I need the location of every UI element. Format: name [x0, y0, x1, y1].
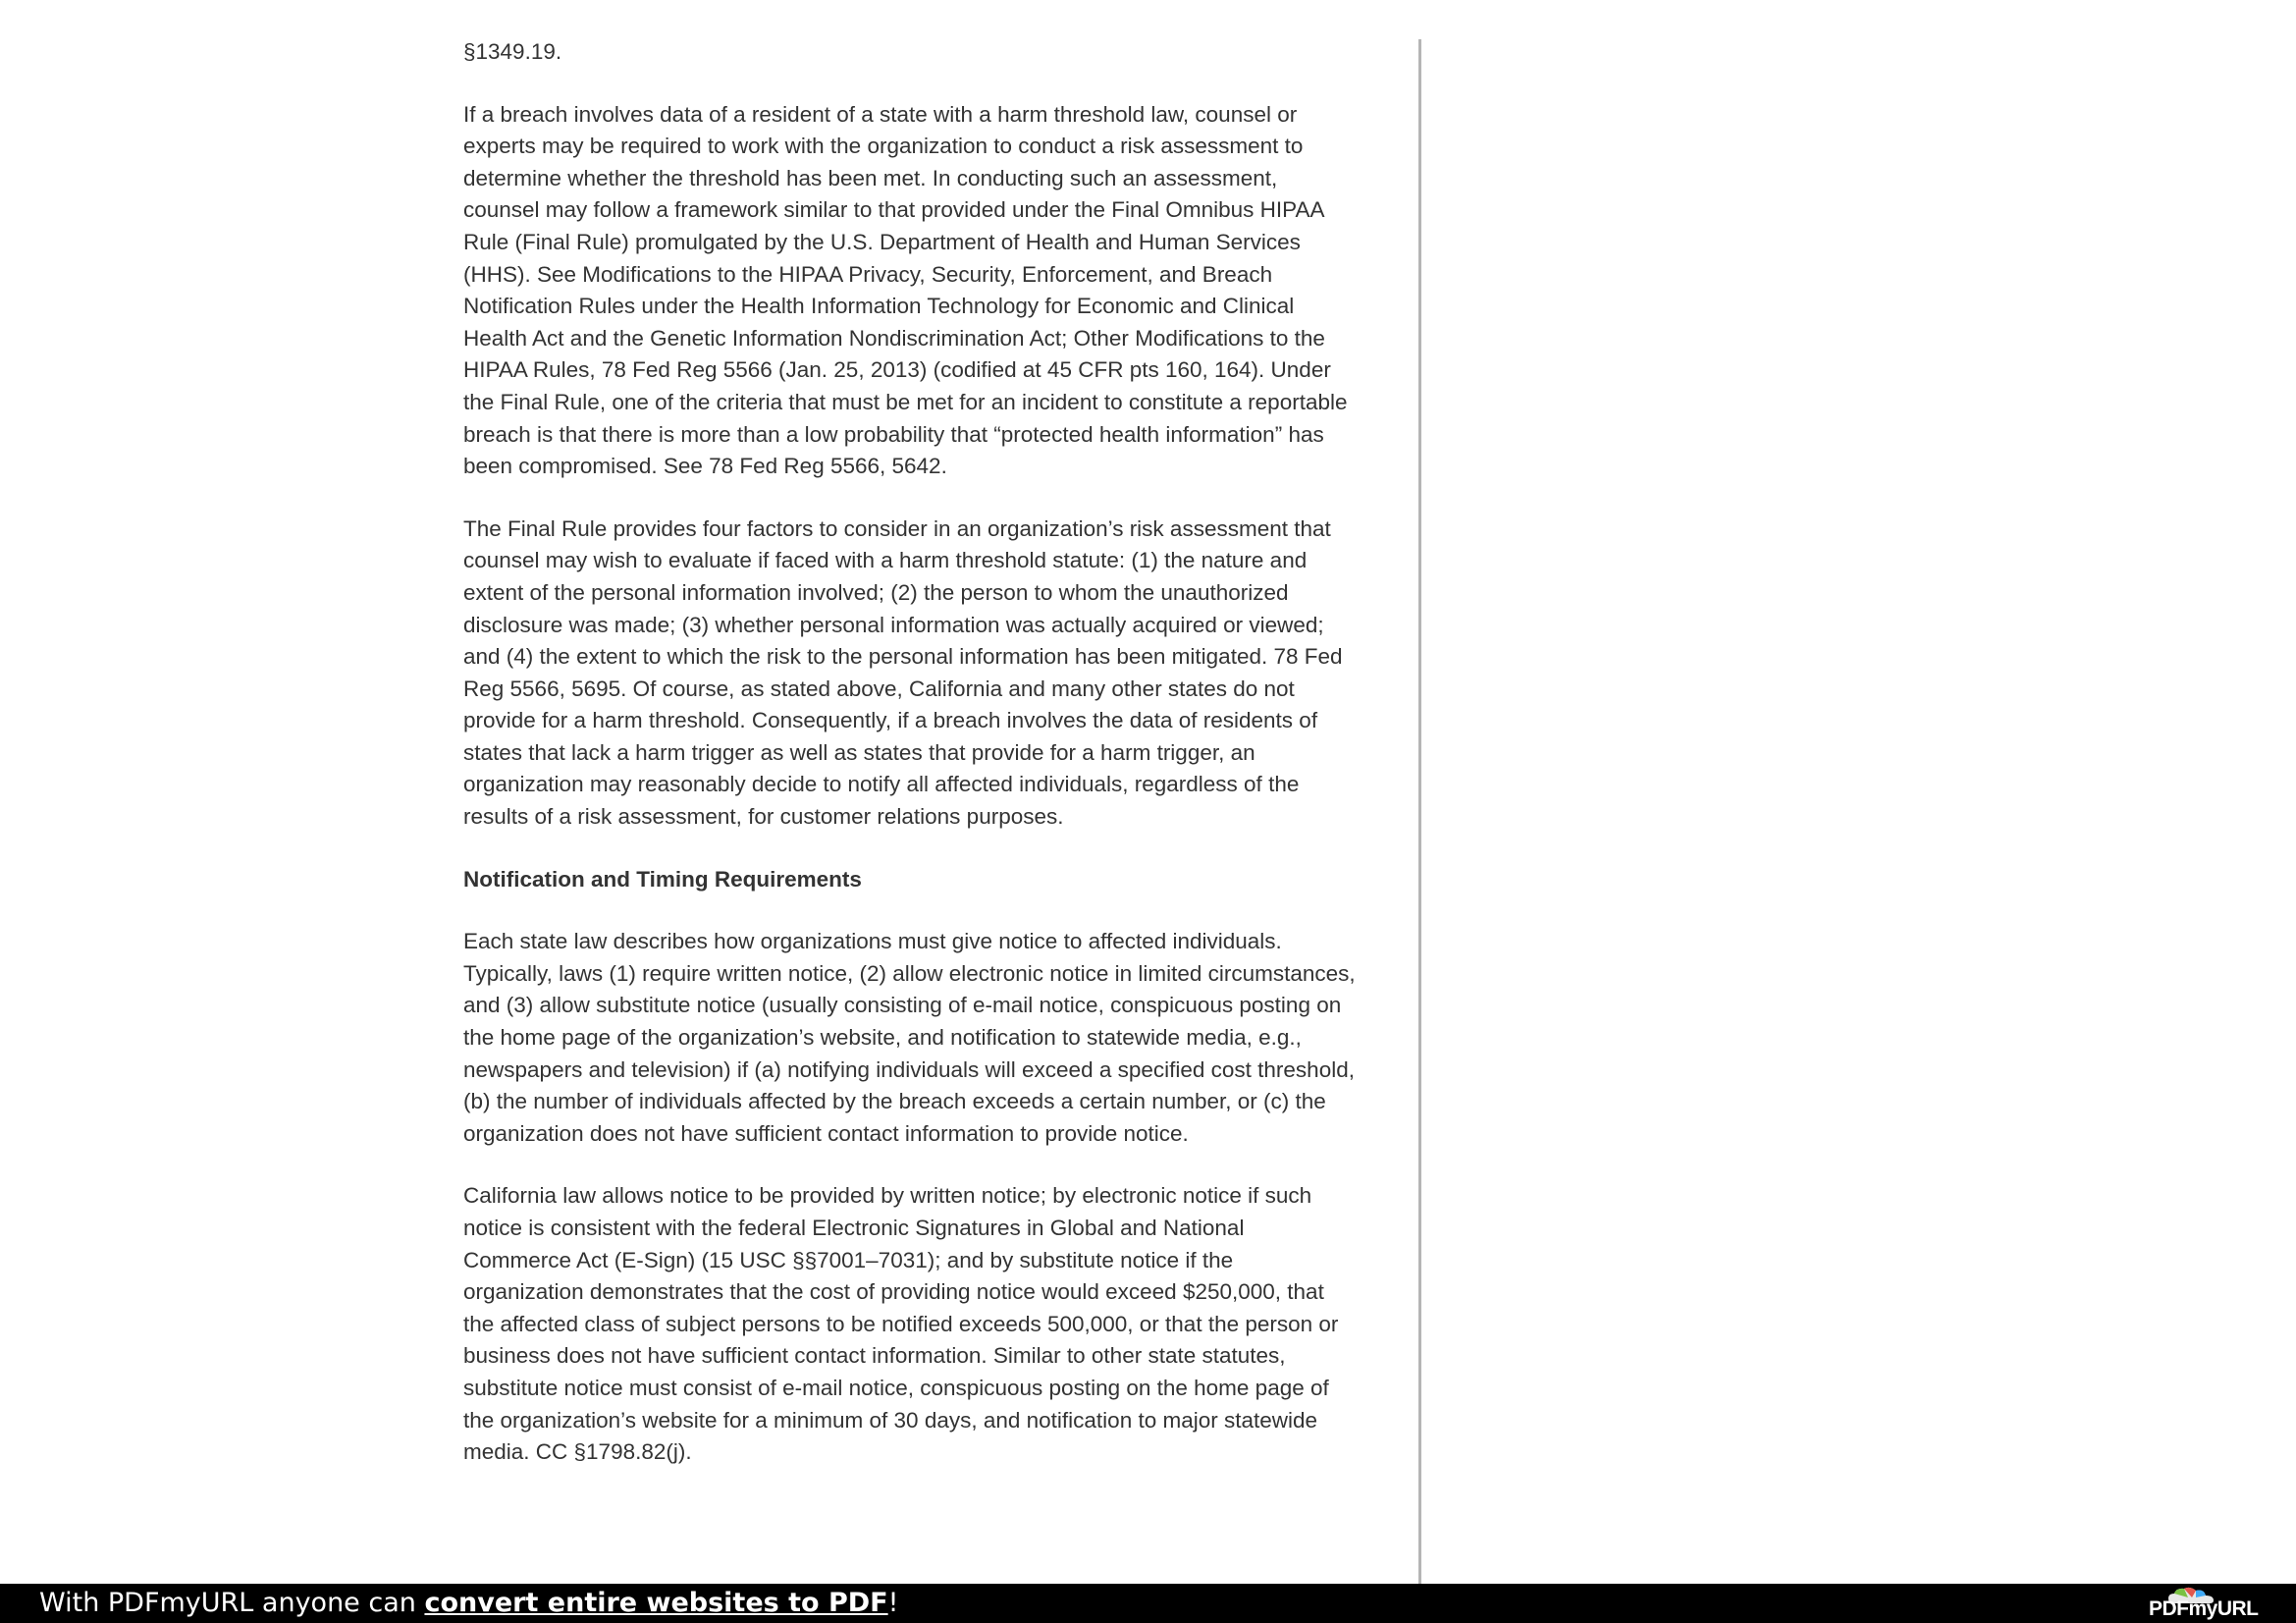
- brand-logo[interactable]: [2149, 1584, 2257, 1623]
- paragraph-california-law: California law allows notice to be provided by written notice; by electronic notice if such notice is consistent with the federal Electronic Signatures in Global and National Commerce Act (E-Sign) (15 USC §§7001–7031); and by substitute notice if the organization demonstrates that the cost of providing notice would exceed $250,000, that the affected class of subject persons to be notified exceeds 500,000, or that the person or business does not have sufficient contact information. Similar to other state statutes, substitute notice must consist of e-mail notice, conspicuous posting on the home page of the organization’s website for a minimum of 30 days, and notification to major statewide media. CC §1798.82(j).: [463, 1183, 1339, 1465]
- section-heading: Notification and Timing Requirements: [463, 866, 862, 892]
- brand-name: PDFmyURL: [2149, 1597, 2259, 1620]
- document-body: [463, 36, 1357, 1499]
- paragraph-notice-methods: Each state law describes how organizations must give notice to affected individuals. Typically, laws (1) require written notice, (2) allow electronic notice in limited circumstances, and (3) allow substitute notice (usually consisting of e-mail notice, conspicuous posting on the home page of the organization’s website, and notification to statewide media, e.g., newspapers and television) if (a) notifying individuals will exceed a specified cost threshold, (b) the number of individuals affected by the breach exceeds a certain number, or (c) the organization does not have sufficient contact information to provide notice.: [463, 929, 1356, 1146]
- footer-promo: [39, 1584, 898, 1623]
- paragraph-harm-threshold: If a breach involves data of a resident of a state with a harm threshold law, counsel or experts may be required to work with the organization to conduct a risk assessment to determine whether the threshold has been met. In conducting such an assessment, counsel may follow a framework similar to that provided under the Final Omnibus HIPAA Rule (Final Rule) promulgated by the U.S. Department of Health and Human Services (HHS). See Modifications to the HIPAA Privacy, Security, Enforcement, and Breach Notification Rules under the Health Information Technology for Economic and Clinical Health Act and the Genetic Information Nondiscrimination Act; Other Modifications to the HIPAA Rules, 78 Fed Reg 5566 (Jan. 25, 2013) (codified at 45 CFR pts 160, 164). Under the Final Rule, one of the criteria that must be met for an incident to constitute a reportable breach is that there is more than a low probability that “protected health information” has been compromised. See 78 Fed Reg 5566, 5642.: [463, 101, 1348, 479]
- paragraph-final-rule-factors: The Final Rule provides four factors to consider in an organization’s risk assessment that counsel may wish to evaluate if faced with a harm threshold statute: (1) the nature and extent of the personal information involved; (2) the person to whom the unauthorized disclosure was made; (3) whether personal information was actually acquired or viewed; and (4) the extent to which the risk to the personal information has been mitigated. 78 Fed Reg 5566, 5695. Of course, as stated above, California and many other states do not provide for a harm threshold. Consequently, if a breach involves the data of residents of states that lack a harm trigger as well as states that provide for a harm trigger, an organization may reasonably decide to notify all affected individuals, regardless of the results of a risk assessment, for customer relations purposes.: [463, 515, 1343, 830]
- vertical-divider: [1418, 39, 1421, 1584]
- paragraph-citation: §1349.19.: [463, 39, 562, 64]
- footer-suffix: !: [887, 1588, 899, 1618]
- footer-bar: [0, 1584, 2296, 1623]
- footer-prefix: With PDFmyURL anyone can: [39, 1588, 425, 1618]
- convert-websites-link[interactable]: convert entire websites to PDF: [424, 1588, 888, 1618]
